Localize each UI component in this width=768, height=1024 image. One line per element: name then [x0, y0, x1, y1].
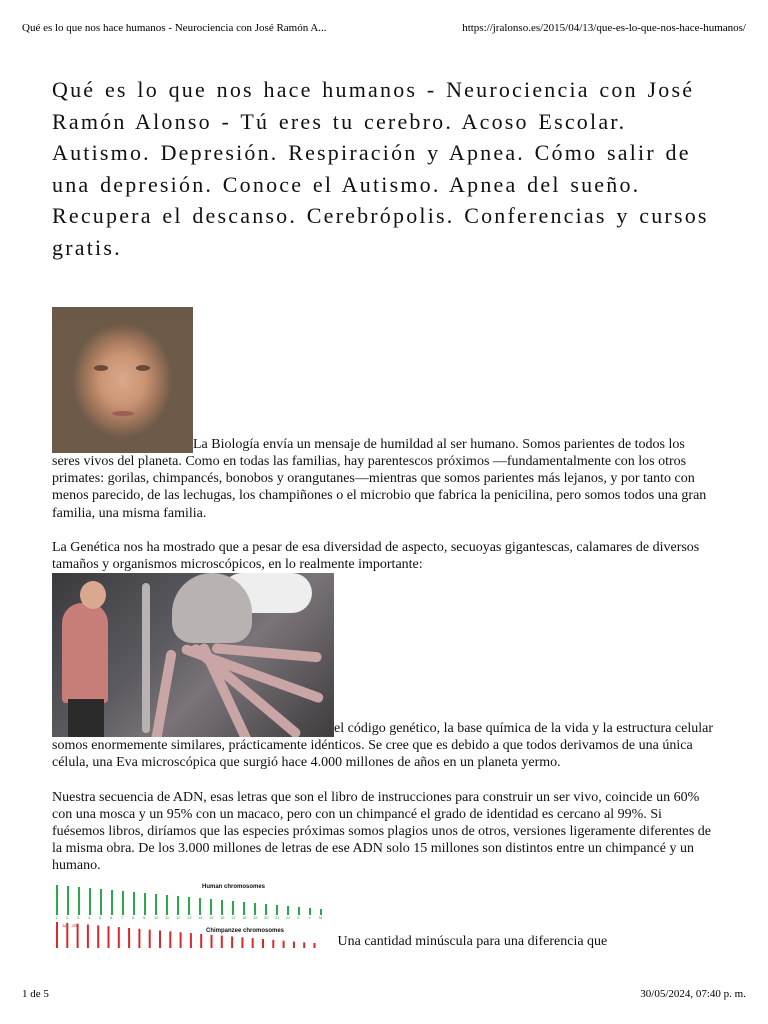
chimp-chromosome [314, 943, 316, 948]
chimp-chromosome-label: 2B [72, 922, 77, 928]
human-chromosome [89, 888, 91, 915]
human-chromosome-number: 8 [132, 914, 135, 920]
human-chromosome [111, 890, 113, 915]
paragraph-5-text: Una cantidad minúscula para una diferencia que [337, 933, 608, 949]
human-chromosome-number: 20 [264, 914, 269, 920]
human-chromosome [265, 904, 267, 915]
human-chromosome [309, 908, 311, 915]
paragraph-1-text: La Biología envía un mensaje de humildad al ser humano. Somos parientes de todos los seres vivos del planeta. Como en todas las familias, hay parentescos próximos —fundamentalmente con los otros primates: gorilas, chimpancés, bonobos y orangutanes—mientras que somos parientes más lejanos, y por tanto con menos parecido, de las lechugas, los champiñones o el microbio que fabrica la penicilina, pero somos todos una gran familia, una misma familia. [52, 436, 707, 521]
human-chromosome-number: 13 [187, 914, 192, 920]
human-chromosome [100, 889, 102, 915]
paragraph-3-text: el código genético, la base química de la vida y la estructura celular somos enormemente similares, prácticamente idénticos. Se cree que es debido a que todos derivamos de una única célula, una Eva microscópica que surgió hace 4.000 millones de años en un planeta yermo. [52, 721, 714, 771]
chimp-chromosome [56, 922, 58, 948]
human-chromosome-number: M [319, 914, 323, 920]
chimp-chromosome [97, 925, 99, 948]
chimp-chromosome [303, 942, 305, 948]
human-chromosome-number: 15 [209, 914, 214, 920]
human-chromosome-number: 6 [110, 914, 113, 920]
human-chromosome [210, 899, 212, 915]
human-chromosome [276, 905, 278, 915]
print-timestamp: 30/05/2024, 07:40 p. m. [640, 988, 746, 1000]
human-chromosomes-label: Human chromosomes [202, 883, 266, 890]
human-chromosome-number: X [297, 914, 300, 920]
human-chromosome [122, 891, 124, 915]
human-chromosome [199, 898, 201, 915]
chimp-chromosome [190, 933, 192, 948]
chimp-chromosome [118, 927, 120, 948]
chimp-chromosome [66, 922, 68, 947]
chimp-chromosome [180, 932, 182, 948]
chimp-chromosome [262, 939, 264, 948]
print-url: https://jralonso.es/2015/04/13/que-es-lo-que-nos-hace-humanos/ [462, 22, 746, 34]
human-chromosome [67, 886, 69, 915]
chimp-chromosome [293, 941, 295, 947]
human-chromosome [144, 893, 146, 915]
paragraph-5 [52, 875, 716, 950]
chimp-chromosome [159, 930, 161, 948]
article [52, 74, 716, 950]
chimp-chromosome [149, 929, 151, 947]
human-chromosome-number: 14 [198, 914, 203, 920]
human-chromosome-number: 2 [66, 914, 69, 920]
chimp-chromosome [108, 926, 110, 948]
chimp-chromosome [169, 931, 171, 948]
human-chromosome-number: 16 [220, 914, 225, 920]
human-chromosome-number: 22 [286, 914, 291, 920]
human-chromosome [133, 892, 135, 915]
paragraph-3 [52, 573, 716, 771]
chimp-chromosomes-label: Chimpanzee chromosomes [206, 927, 285, 934]
chimp-chromosome [87, 924, 89, 947]
paragraph-1 [52, 307, 716, 522]
chimp-chromosome [138, 928, 140, 947]
giant-squid-image [52, 573, 334, 737]
paragraph-2: La Genética nos ha mostrado que a pesar de esa diversidad de aspecto, secuoyas gigantescas, calamares de diversos tamaños y organismos microscópicos, en lo realmente importante: [52, 539, 700, 573]
chromosome-svg [52, 875, 334, 950]
human-chromosome [243, 902, 245, 915]
human-chromosome-number: 4 [88, 914, 91, 920]
chimp-chromosome [200, 934, 202, 948]
human-chromosome [254, 903, 256, 915]
human-chromosome-number: 10 [154, 914, 159, 920]
human-chromosome [177, 896, 179, 915]
human-chromosome-number: 18 [242, 914, 247, 920]
human-chromosome-number: 12 [176, 914, 181, 920]
human-chromosome [298, 907, 300, 915]
chimp-chromosome [128, 928, 130, 948]
human-chromosome [221, 900, 223, 915]
human-chromosome-number: 7 [121, 914, 124, 920]
human-chromosome [232, 901, 234, 915]
human-chromosome-number: 19 [253, 914, 258, 920]
chimp-chromosome [272, 939, 274, 947]
human-chromosome-number: 5 [99, 914, 102, 920]
human-chromosome-number: 11 [165, 914, 170, 920]
paragraph-4: Nuestra secuencia de ADN, esas letras que son el libro de instrucciones para construir un ser vivo, coincide un 60% con una mosca y un 95% con un macaco, pero con un chimpancé el grado de identidad es cercano al 99%. Si fuésemos libros, diríamos que las especies próximas somos plagios unos de otros, versiones ligeramente diferentes de la misma obra. De los 3.000 millones de letras de ese ADN solo 15 millones son distintos entre un chimpancé y un humano. [52, 789, 712, 874]
human-chromosome [56, 885, 58, 915]
print-footer [22, 988, 746, 1004]
human-chromosome-number: Y [308, 914, 311, 920]
human-chromosome-number: 3 [77, 914, 80, 920]
human-chromosome-number: 21 [275, 914, 280, 920]
human-chromosome [78, 887, 80, 915]
chromosome-comparison-image [52, 875, 334, 950]
human-chromosome [155, 894, 157, 915]
human-chromosome [166, 895, 168, 915]
print-page-title: Qué es lo que nos hace humanos - Neurociencia con José Ramón A... [22, 22, 327, 34]
chimp-chromosome-label: 2a [62, 922, 67, 928]
print-header [22, 22, 746, 38]
human-chromosome [188, 897, 190, 915]
human-chromosome-number: 1 [55, 914, 58, 920]
chimp-chromosome [283, 940, 285, 947]
human-chromosome-number: 9 [143, 914, 146, 920]
human-chromosome [287, 906, 289, 915]
face-image [52, 307, 193, 453]
page-number: 1 de 5 [22, 988, 49, 1000]
human-chromosome-number: 17 [231, 914, 236, 920]
article-title: Qué es lo que nos hace humanos - Neurociencia con José Ramón Alonso - Tú eres tu cerebro. Acoso Escolar. Autismo. Depresión. Respiración y Apnea. Cómo salir de una depresión. Conoce el Autismo. Apnea del sueño. Recupera el descanso. Cerebrópolis. Conferencias y cursos gratis. [52, 77, 709, 260]
